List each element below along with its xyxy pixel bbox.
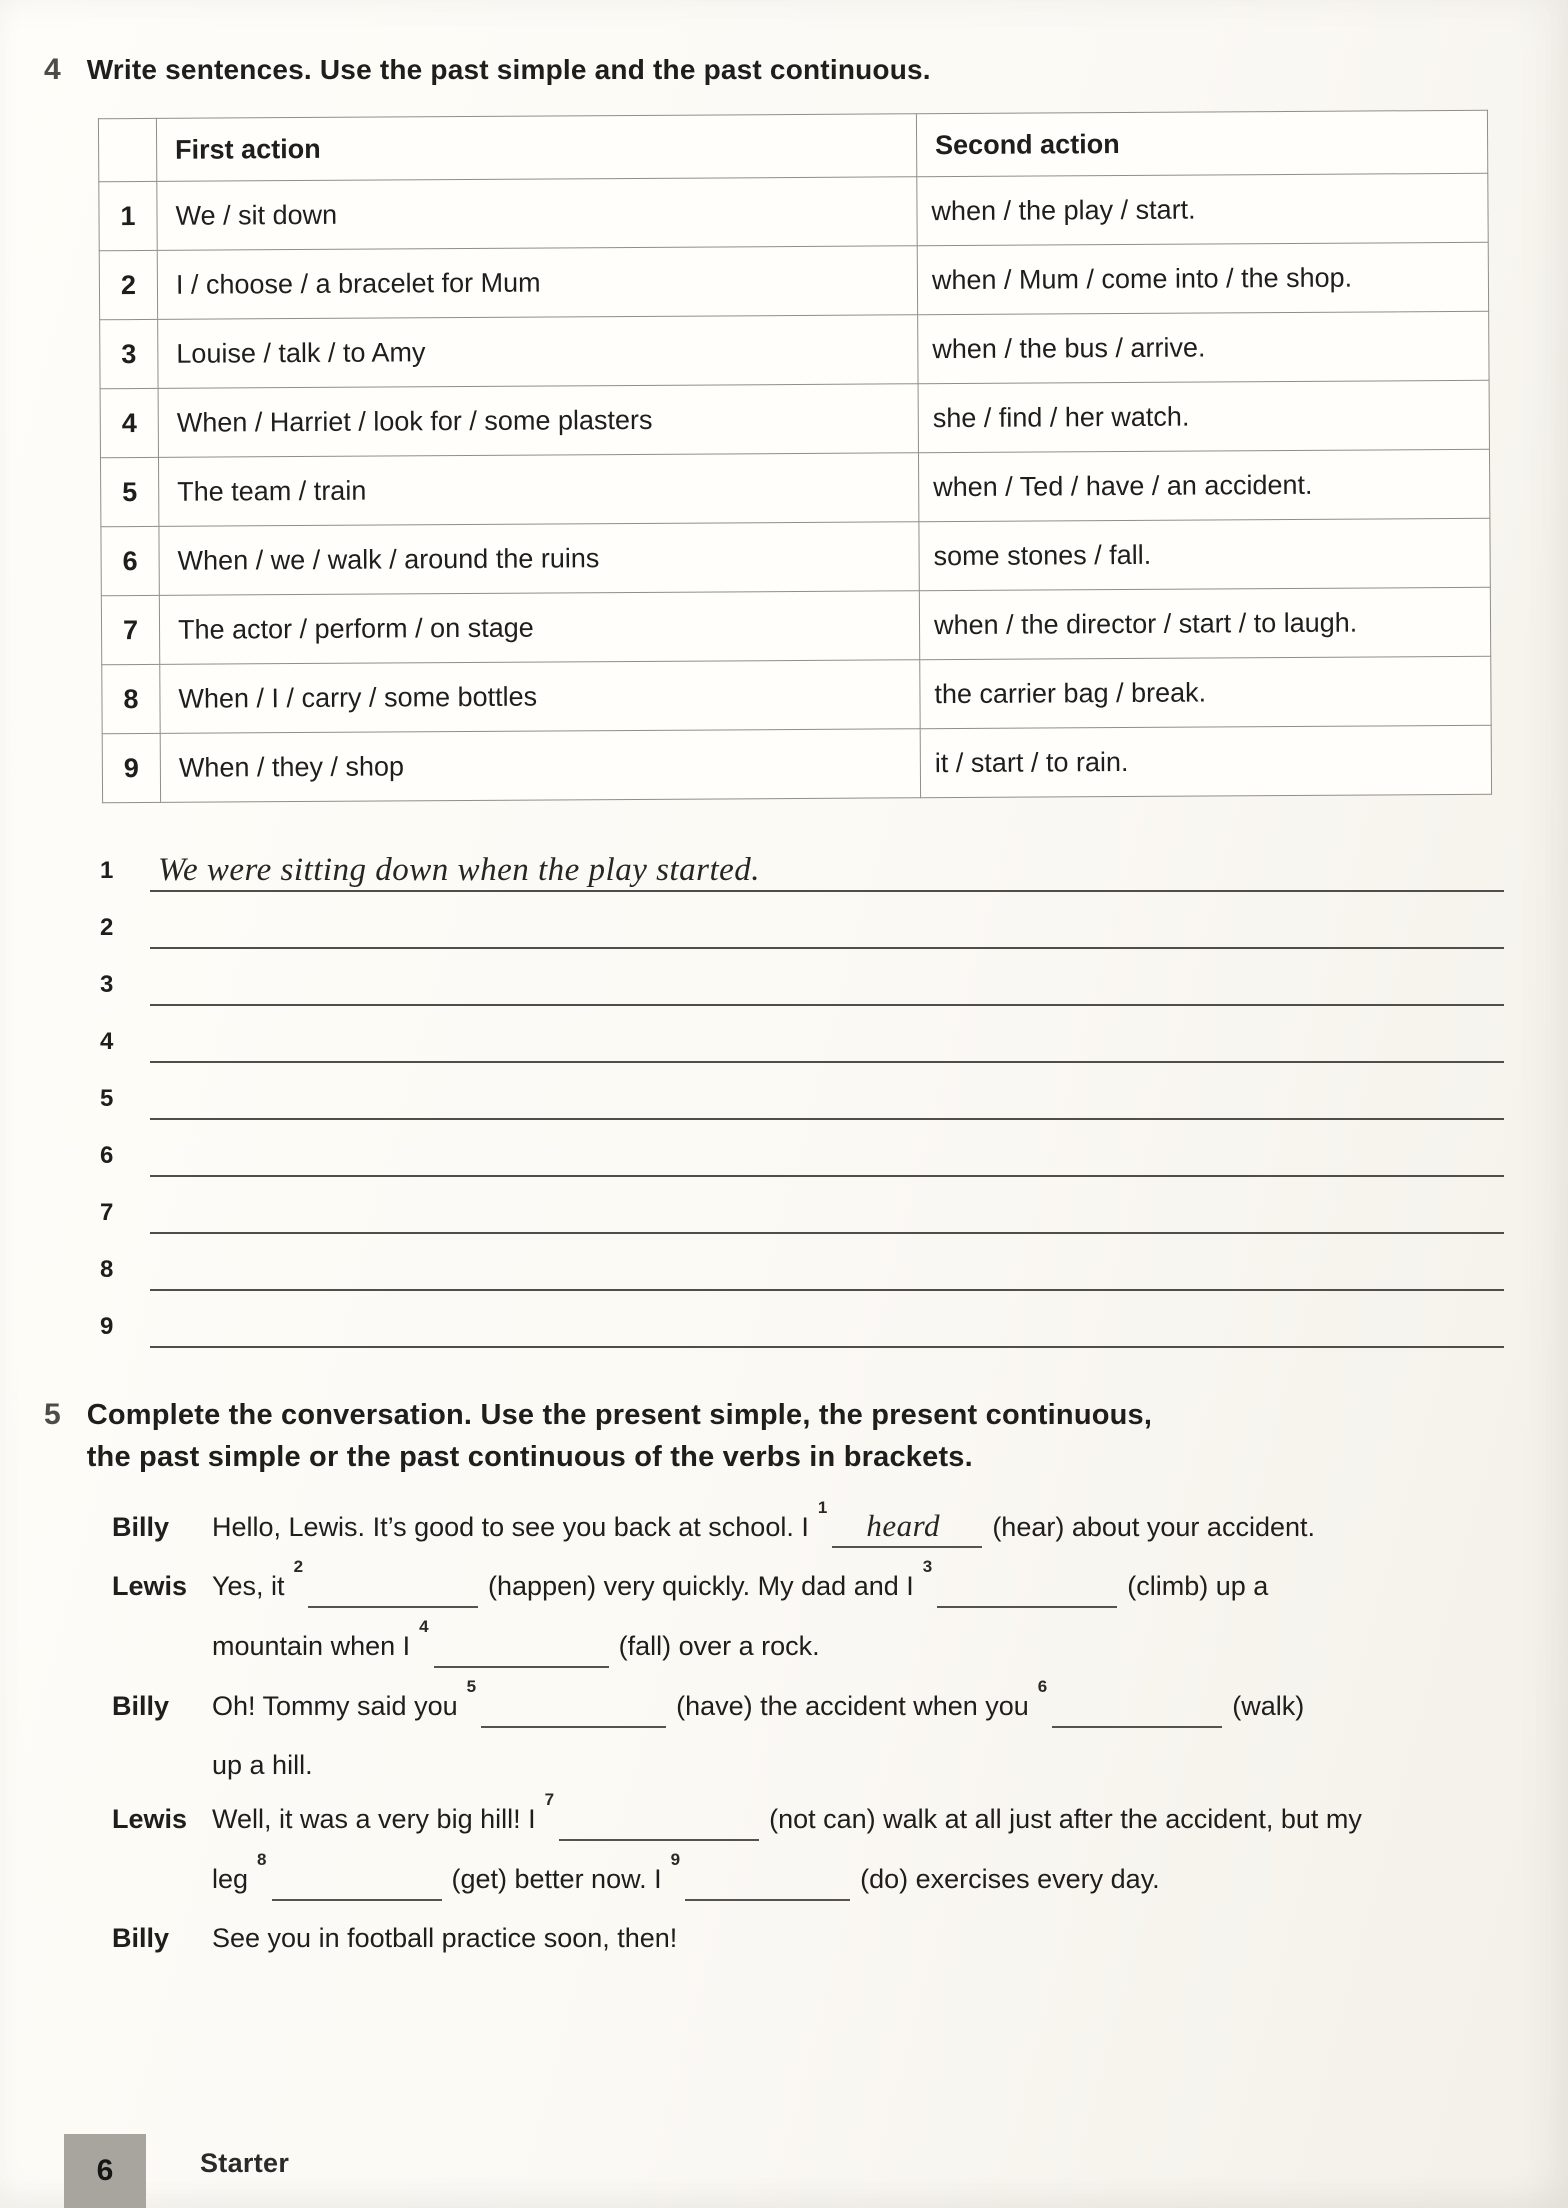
row-number: 8 [102,665,160,734]
answer-row [100,1006,1504,1063]
page-number: 6 [96,2154,114,2187]
second-action-cell: when / the director / start / to laugh. [919,588,1490,660]
handwritten-answer: We were sitting down when the play started. [158,852,761,889]
dialogue-segment: (walk) [1232,1691,1305,1722]
exercise-4-heading [0,0,1568,88]
exercise-5-title [87,1394,1152,1478]
answer-number: 7 [100,1199,114,1227]
answer-row [100,1177,1504,1234]
dialogue-text [212,1677,1305,1728]
dialogue-row [112,1850,1548,1901]
speaker-label: Lewis [112,1571,188,1602]
second-action-cell: when / Mum / come into / the shop. [917,243,1488,315]
answer-blank [434,1630,609,1668]
answer-row [100,1120,1504,1177]
blank-number: 1 [817,1498,828,1518]
table-row [99,243,1488,320]
first-action-cell: We / sit down [157,177,917,251]
answer-blank: heard [832,1510,982,1548]
second-action-cell: when / Ted / have / an accident. [918,450,1489,522]
dialogue-segment: Oh! Tommy said you [212,1691,458,1722]
answer-row [100,1291,1504,1348]
exercise-5-number: 5 [44,1398,61,1432]
speaker-label: Billy [112,1923,170,1954]
table-row [100,381,1489,458]
blank-number: 9 [670,1850,681,1870]
row-number: 6 [101,527,159,596]
answer-line [150,947,1504,1006]
answer-number: 1 [100,857,114,885]
exercise-5-title-line2: the past simple or the past continuous of the verbs in brackets. [86,1441,973,1474]
dialogue-segment: (climb) up a [1127,1571,1269,1602]
blank-number: 4 [419,1617,429,1637]
dialogue-segment: up a hill. [212,1750,313,1781]
answer-line [150,833,1504,892]
dialogue-text [212,1557,1269,1608]
first-action-cell: I / choose / a bracelet for Mum [157,246,917,320]
blank-number: 6 [1037,1677,1048,1697]
answer-row [100,892,1504,949]
answer-list [100,835,1504,1348]
dialogue-segment: mountain when I [212,1631,411,1662]
answer-row [100,949,1504,1006]
row-number: 5 [100,458,158,527]
table-header-row [98,111,1487,182]
answer-number: 3 [100,971,114,999]
answer-blank [308,1570,478,1608]
second-action-header: Second action [916,111,1487,177]
answer-blank [481,1690,666,1728]
dialogue-row [112,1790,1548,1841]
dialogue-segment: (not can) walk at all just after the accident, but my [769,1804,1362,1835]
dialogue-text [212,1617,820,1668]
dialogue-row [112,1617,1548,1668]
row-number: 7 [101,596,159,665]
answer-row [100,1063,1504,1120]
second-action-cell: when / the play / start. [917,174,1488,246]
dialogue-text [212,1750,313,1781]
row-number: 3 [100,320,158,389]
dialogue-row [112,1677,1548,1728]
second-action-cell: when / the bus / arrive. [918,312,1489,384]
dialogue-segment: Yes, it [212,1571,285,1602]
first-action-cell: When / Harriet / look for / some plasters [158,384,918,458]
dialogue-segment: (fall) over a rock. [618,1631,820,1662]
dialogue-segment: See you in football practice soon, then! [212,1923,678,1954]
dialogue-segment: (get) better now. I [451,1864,662,1895]
dialogue-segment: Well, it was a very big hill! I [212,1804,536,1835]
answer-row [100,1234,1504,1291]
dialogue-segment: (hear) about your accident. [992,1512,1315,1543]
page-number-box [64,2134,146,2208]
blank-number: 2 [293,1557,304,1577]
first-action-cell: The actor / perform / on stage [159,591,919,665]
answer-number: 9 [100,1313,114,1341]
answer-blank [559,1803,759,1841]
prompts-table [98,110,1492,803]
second-action-cell: it / start / to rain. [920,726,1491,798]
dialogue-segment: Hello, Lewis. It’s good to see you back at school. I [212,1512,809,1543]
table-row [102,657,1491,734]
table-row [99,174,1488,251]
dialogue-text [212,1498,1315,1548]
first-action-header: First action [156,114,916,182]
dialogue-row [112,1557,1548,1608]
second-action-cell: some stones / fall. [919,519,1490,591]
row-number: 4 [100,389,158,458]
answer-line [150,890,1504,949]
table-row [100,312,1489,389]
exercise-5-section [0,1348,1568,1954]
first-action-cell: Louise / talk / to Amy [158,315,918,389]
table-row [101,519,1490,596]
blank-number: 7 [544,1790,555,1810]
dialogue-segment: (do) exercises every day. [860,1864,1160,1895]
row-number: 9 [102,734,160,803]
table-corner-cell [98,119,156,182]
dialogue [112,1498,1548,1954]
dialogue-segment: (have) the accident when you [676,1691,1029,1722]
first-action-cell: When / I / carry / some bottles [160,660,920,734]
dialogue-row [112,1750,1548,1781]
answer-number: 2 [100,914,114,942]
second-action-cell: the carrier bag / break. [920,657,1491,729]
row-number: 2 [99,251,157,320]
speaker-label: Lewis [112,1804,188,1835]
blank-number: 3 [922,1557,933,1577]
table-row [100,450,1489,527]
table-row [101,588,1490,665]
dialogue-segment: leg [212,1864,249,1895]
answer-line [150,1061,1504,1120]
answer-number: 8 [100,1256,114,1284]
first-action-cell: The team / train [158,453,918,527]
answer-line [150,1175,1504,1234]
answer-number: 6 [100,1142,114,1170]
dialogue-text [212,1923,677,1954]
dialogue-segment: (happen) very quickly. My dad and I [488,1571,914,1602]
table-row [102,726,1491,803]
answer-line [150,1118,1504,1177]
answer-line [150,1232,1504,1291]
answer-line [150,1004,1504,1063]
dialogue-row [112,1923,1548,1954]
answer-blank [1052,1690,1222,1728]
answer-blank [937,1570,1117,1608]
blank-number: 8 [257,1850,267,1870]
exercise-5-heading [0,1348,1568,1478]
exercise-4-number: 4 [44,53,61,86]
speaker-label: Billy [112,1512,170,1543]
answer-line [150,1289,1504,1348]
blank-number: 5 [466,1677,477,1697]
answer-blank [272,1863,442,1901]
dialogue-text [212,1850,1160,1901]
answer-blank [685,1863,850,1901]
dialogue-text [212,1790,1362,1841]
row-number: 1 [99,182,157,251]
answer-row [100,835,1504,892]
speaker-label: Billy [112,1691,170,1722]
exercise-4-title: Write sentences. Use the past simple and the past continuous. [86,54,931,85]
first-action-cell: When / we / walk / around the ruins [159,522,919,596]
first-action-cell: When / they / shop [160,729,920,803]
answer-number: 5 [100,1085,114,1113]
second-action-cell: she / find / her watch. [918,381,1489,453]
section-label: Starter [200,2148,290,2178]
dialogue-row [112,1498,1548,1548]
answer-number: 4 [100,1028,114,1056]
exercise-5-title-line1: Complete the conversation. Use the present simple, the present continuous, [86,1399,1153,1432]
